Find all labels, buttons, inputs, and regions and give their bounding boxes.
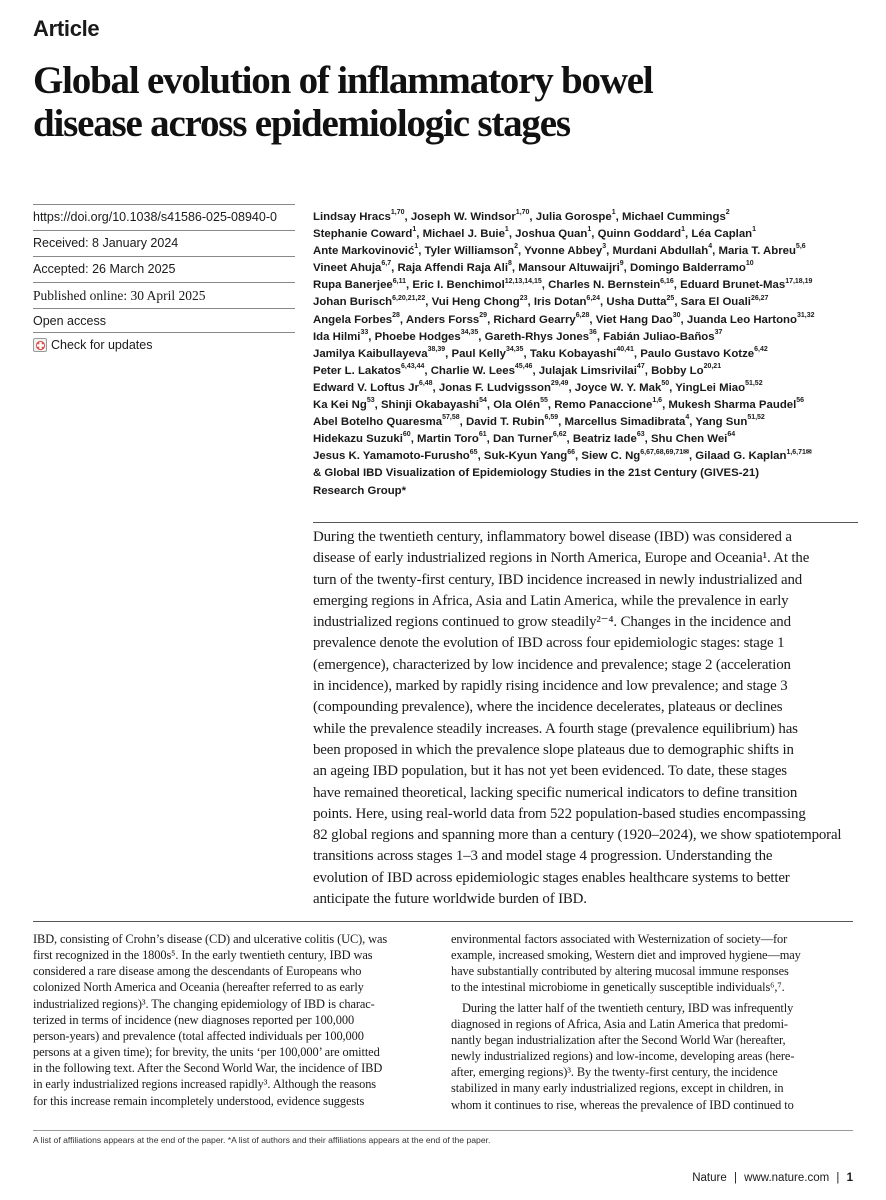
text-line: been proposed in which the prevalence slope plateaus due to demographic shifts in (313, 741, 794, 758)
author-affiliation-numbers: 57,58 (442, 414, 460, 422)
author-name[interactable]: Fabián Juliao-Baños (603, 330, 715, 343)
author-name[interactable]: Siew C. Ng (581, 450, 641, 463)
author-line: Lindsay Hracs$^{1,70}$, Joseph W. Windsor$^{1,70}$, Julia Gorospe$^1$, Michael Cummings$^2$ (313, 209, 730, 223)
author-name[interactable]: Marcellus Simadibrata (564, 416, 686, 429)
author-line: Abel Botelho Quaresma$^{57,58}$, David T. Rubin$^{6,59}$, Marcellus Simadibrata$^4$, Yang Sun$^{51,52}$ (313, 414, 765, 429)
author-line: Vineet Ahuja$^{6,7}$, Raja Affendi Raja Ali$^8$, Mansour Altuwaijri$^9$, Domingo Balderramo$^{10}$ (313, 260, 754, 275)
author-name[interactable]: Edward V. Loftus Jr (313, 381, 419, 394)
footer-separator: | (836, 1172, 840, 1184)
author-affiliation-numbers: 10 (745, 260, 754, 268)
author-name[interactable]: Ante Markovinović (313, 245, 415, 258)
text-line: transitions across stages 1–3 and model stage 4 progression. Understanding the (313, 848, 773, 865)
author-name[interactable]: Gilaad G. Kaplan (695, 450, 787, 463)
affiliations-footnote: A list of affiliations appears at the end of the paper. *A list of authors and their affiliations appears at the end of the paper. (33, 1135, 491, 1145)
author-affiliation-numbers: 53 (366, 397, 375, 405)
text-line: have remained theoretical, lacking specific numerical indicators to define transition (313, 784, 798, 801)
accepted-date: Accepted: 26 March 2025 (33, 256, 295, 276)
text-line: (emergence), characterized by low incidence and prevalence; stage 2 (acceleration (313, 656, 791, 673)
author-name[interactable]: Abel Botelho Quaresma (313, 416, 443, 429)
author-name[interactable]: Ka Kei Ng (313, 399, 367, 412)
author-line: Rupa Banerjee$^{6,11}$, Eric I. Benchimol$^{12,13,14,15}$, Charles N. Bernstein$^{6,16}$, Eduard Brunet-Mas$^{17,18,19}$ (313, 277, 813, 292)
author-name[interactable]: Joshua Quan (515, 228, 588, 241)
text-line: an ageing IBD population, but it has not yet been evidenced. To date, these stages (313, 763, 787, 780)
author-affiliation-numbers: 50 (661, 380, 670, 388)
author-affiliation-numbers: 6,11 (392, 277, 407, 285)
text-line: emerging regions in Africa, Asia and Latin America, while the prevalence in early (313, 592, 789, 609)
author-name[interactable]: Julajak Limsrivilai (538, 364, 637, 377)
author-affiliation-numbers: 25 (666, 294, 675, 302)
text-line: 82 global regions and spanning more than a century (1920–2024), we show spatiotemporal (313, 827, 842, 844)
journal-url-link[interactable]: www.nature.com (744, 1172, 830, 1184)
author-affiliation-numbers: 47 (636, 363, 645, 371)
author-name[interactable]: Gareth-Rhys Jones (484, 330, 590, 343)
text-line: colonized North America and Oceania (hereafter referred to as early (33, 980, 364, 995)
text-line: disease of early industrialized regions in North America, Europe and Oceania¹. At the (313, 550, 810, 567)
author-affiliation-numbers: 23 (519, 294, 528, 302)
author-affiliation-numbers: 6,62 (552, 431, 567, 439)
text-line: evolution of IBD across epidemiologic stages enables healthcare systems to better (313, 869, 790, 886)
author-affiliation-numbers: 6,48 (418, 380, 433, 388)
article-meta-sidebar (33, 204, 295, 354)
author-line: Johan Burisch$^{6,20,21,22}$, Vui Heng Chong$^{23}$, Iris Dotan$^{6,24}$, Usha Dutta$^{25}$, Sara El Ouali$^{26,27}$ (313, 294, 769, 309)
author-affiliation-numbers: 20,21 (703, 363, 722, 371)
crossmark-icon (33, 338, 47, 352)
author-name[interactable]: Mansour Altuwaijri (518, 262, 620, 275)
author-name[interactable]: Michael Cummings (621, 211, 726, 223)
author-affiliation-numbers: 56 (796, 397, 805, 405)
author-name[interactable]: Paulo Gustavo Kotze (640, 347, 755, 360)
author-line: Stephanie Coward$^1$, Michael J. Buie$^1$, Joshua Quan$^1$, Quinn Goddard$^1$, Léa Caplan$^1$ (313, 226, 757, 241)
author-affiliation-numbers: 40,41 (616, 345, 634, 353)
author-affiliation-numbers: 38,39 (427, 345, 446, 353)
author-affiliation-numbers: 1,70 (390, 209, 405, 217)
author-name[interactable]: Johan Burisch (313, 296, 393, 309)
author-name[interactable]: Eduard Brunet-Mas (680, 279, 786, 292)
author-affiliation-numbers: 34,35 (505, 345, 524, 353)
author-affiliation-numbers: 2 (725, 209, 730, 217)
author-affiliation-numbers: 64 (727, 431, 736, 439)
author-affiliation-numbers: 6,16 (660, 277, 674, 285)
author-affiliation-numbers: 12,13,14,15 (504, 277, 542, 285)
author-affiliation-numbers: 66 (567, 448, 576, 456)
text-line: During the latter half of the twentieth century, IBD was infrequently (462, 1000, 794, 1015)
text-line: for this increase remain incompletely understood, evidence suggests (33, 1093, 365, 1108)
author-name[interactable]: Shinji Okabayashi (380, 399, 480, 412)
text-line: persons at a given time); for brevity, the units ‘per 100,000’ are omitted (33, 1045, 380, 1060)
text-line: in incidence), marked by rapidly rising incidence and low prevalence; and stage 3 (313, 678, 788, 695)
article-title-line-1: Global evolution of inflammatory bowel (33, 59, 653, 102)
author-affiliation-numbers: 1 (752, 226, 757, 234)
author-line: Ka Kei Ng$^{53}$, Shinji Okabayashi$^{54}$, Ola Olén$^{55}$, Remo Panaccione$^{1,6}$, Mukesh Sharma Paudel$^{56}$ (313, 397, 805, 412)
text-line: first recognized in the 1800s⁵. In the early twentieth century, IBD was (33, 948, 373, 963)
published-date: Published online: 30 April 2025 (33, 282, 295, 304)
author-affiliation-numbers: 28 (392, 311, 400, 319)
text-line: have substantially contributed by altering mucosal immune responses (451, 964, 789, 979)
author-name[interactable]: Vineet Ahuja (313, 262, 382, 275)
author-affiliation-numbers: 29 (479, 311, 488, 319)
author-affiliation-numbers: 1 (587, 226, 592, 234)
author-name[interactable]: Ola Olén (493, 399, 541, 412)
author-affiliation-numbers: 1 (414, 243, 419, 251)
text-line: turn of the twenty-first century, IBD incidence increased in newly industrialized and (313, 571, 803, 588)
author-name[interactable]: Lindsay Hracs (313, 211, 391, 223)
text-line: to the intestinal microbiome in genetically susceptible individuals⁶,⁷. (451, 980, 785, 995)
doi-link[interactable]: https://doi.org/10.1038/s41586-025-08940-0 (33, 204, 295, 224)
author-line: Jesus K. Yamamoto-Furusho$^{65}$, Suk-Kyun Yang$^{66}$, Siew C. $Ng^{6,67,68,69,71✉}$, Gilaad G. Kaplan$^{1,6,71✉}$ (313, 448, 812, 463)
body-text-right-column (451, 931, 853, 1113)
author-line: Peter L. Lakatos$^{6,43,44}$, Charlie W. Lees$^{45,46}$, Julajak Limsrivilai$^{47}$, Bobby Lo$^{20,21}$ (313, 363, 722, 377)
author-name[interactable]: David T. Rubin (466, 416, 545, 429)
text-line: During the twentieth century, inflammatory bowel disease (IBD) was considered a (313, 529, 792, 545)
open-access-label: Open access (33, 308, 295, 328)
author-name[interactable]: Phoebe Hodges (374, 330, 461, 343)
author-name[interactable]: Julia Gorospe (535, 211, 612, 223)
author-name[interactable]: Beatriz Iade (572, 433, 637, 446)
author-name[interactable]: Remo Panaccione (554, 399, 653, 412)
text-line: prevalence denote the evolution of IBD across four epidemiologic stages: stage 1 (313, 635, 785, 652)
text-line: industrialized regions)³. The changing epidemiology of IBD is charac- (33, 996, 375, 1011)
author-affiliation-numbers: 3 (602, 243, 607, 251)
author-name[interactable]: Anders Forss (405, 313, 480, 326)
author-affiliation-numbers: 60 (402, 431, 411, 439)
text-line: terized in terms of incidence (new diagnoses reported per 100,000 (33, 1012, 355, 1027)
author-affiliation-numbers: 17,18,19 (785, 277, 813, 285)
author-name[interactable]: Jonas F. Ludvigsson (438, 381, 551, 394)
author-affiliation-numbers: 6,28 (575, 311, 590, 319)
author-affiliation-numbers: 65 (469, 448, 478, 456)
author-affiliation-numbers: 1 (681, 226, 686, 234)
author-name[interactable]: Charles N. Bernstein (548, 279, 661, 292)
text-line: whom it continues to rise, whereas the prevalence of IBD continued to (451, 1097, 794, 1112)
author-affiliation-numbers: 2 (514, 243, 519, 251)
author-affiliation-numbers: 37 (714, 328, 723, 336)
author-affiliation-numbers: 54 (479, 397, 487, 405)
author-affiliation-numbers: 4 (708, 243, 713, 251)
author-affiliation-numbers: 6,20,21,22 (392, 294, 426, 302)
text-line: industrialized regions continued to grow steadily²⁻⁴. Changes in the incidence and (313, 614, 791, 631)
article-title-line-2: disease across epidemiologic stages (33, 102, 570, 145)
text-line: stabilized in many early industrialized regions, except in children, in (451, 1081, 784, 1096)
author-name[interactable]: Martin Toro (417, 433, 479, 446)
author-name[interactable]: Maria T. Abreu (718, 245, 796, 258)
page-footer (692, 1172, 853, 1184)
author-name[interactable]: Joyce W. Y. Mak (574, 381, 662, 394)
author-affiliation-numbers: 36 (589, 328, 597, 336)
author-line: Angela Forbes$^{28}$, Anders Forss$^{29}$, Richard Gearry$^{6,28}$, Viet Hang Dao$^{30}$, Juanda Leo Hartono$^{31,32}$ (313, 311, 815, 326)
author-name[interactable]: Bobby Lo (651, 364, 704, 377)
author-affiliation-numbers: 6,42 (754, 345, 768, 353)
author-name[interactable]: Vui Heng Chong (431, 296, 520, 309)
author-name[interactable]: Sara El Ouali (680, 296, 751, 309)
author-affiliation-numbers: 51,52 (745, 380, 763, 388)
author-affiliation-numbers: 1 (412, 226, 417, 234)
author-affiliation-numbers: 6,67,68,69,71✉ (640, 448, 689, 456)
check-updates-button[interactable] (33, 332, 295, 352)
author-name[interactable]: Yang Sun (695, 416, 748, 429)
text-line: environmental factors associated with Westernization of society—for (451, 932, 788, 946)
author-line: Jamilya Kaibullayeva$^{38,39}$, Paul Kelly$^{34,35}$, Taku Kobayashi$^{40,41}$, Paulo Gustavo Kotze$^{6,42}$ (313, 345, 768, 360)
author-affiliation-numbers: 8 (508, 260, 512, 268)
author-name[interactable]: Mukesh Sharma Paudel (668, 399, 797, 412)
text-line: example, increased smoking, Western diet and improved hygiene—may (451, 948, 801, 963)
text-line: person-years) and prevalence (total affected individuals per 100,000 (33, 1028, 364, 1043)
author-name[interactable]: Hidekazu Suzuki (313, 433, 403, 446)
page-number: 1 (846, 1172, 853, 1184)
author-affiliation-numbers: 4 (685, 414, 690, 422)
author-line (313, 483, 853, 500)
author-name[interactable]: & Global IBD Visualization of Epidemiology Studies in the 21st Century (GIVES-21) (313, 467, 759, 480)
author-affiliation-numbers: 6,59 (544, 414, 559, 422)
text-line: nantly began industrialization after the Second World War (hereafter, (451, 1032, 786, 1047)
author-name[interactable]: Charlie W. Lees (430, 364, 515, 377)
author-name[interactable]: Paul Kelly (451, 347, 506, 360)
author-line: Edward V. Loftus Jr$^{6,48}$, Jonas F. Ludvigsson$^{29,49}$, Joyce W. Y. Mak$^{50}$, YingLei Miao$^{51,52}$ (313, 380, 763, 394)
author-affiliation-numbers: 6,7 (381, 260, 392, 268)
text-line: IBD, consisting of Crohn’s disease (CD) and ulcerative colitis (UC), was (33, 932, 388, 946)
text-line: (compounding prevalence), where the incidence decelerates, plateaus or declines (313, 699, 783, 716)
abstract (313, 522, 858, 910)
author-affiliation-numbers: 9 (619, 260, 624, 268)
author-name[interactable]: Léa Caplan (691, 228, 753, 241)
author-name[interactable]: Murdani Abdullah (612, 245, 709, 258)
author-affiliation-numbers: 1 (504, 226, 509, 234)
author-line: Ante Markovinović$^1$, Tyler Williamson$^2$, Yvonne Abbey$^3$, Murdani Abdullah$^4$, Maria T. Abreu$^{5,6}$ (313, 243, 806, 258)
author-name[interactable]: Juanda Leo Hartono (686, 313, 797, 326)
author-name[interactable]: YingLei Miao (675, 381, 746, 394)
text-line: anticipate the future worldwide burden of IBD. (313, 891, 587, 908)
received-date: Received: 8 January 2024 (33, 230, 295, 250)
footnote-rule (33, 1130, 853, 1131)
author-name[interactable]: Quinn Goddard (597, 228, 682, 241)
author-name[interactable]: Yvonne Abbey (524, 245, 603, 258)
author-affiliation-numbers: 1,6,71✉ (786, 448, 812, 456)
author-name[interactable]: Jesus K. Yamamoto-Furusho (313, 450, 470, 463)
author-name[interactable]: Tyler Williamson (424, 245, 515, 258)
author-name[interactable]: Peter L. Lakatos (313, 364, 401, 377)
check-updates-label: Check for updates (51, 338, 153, 352)
author-affiliation-numbers: 1,6 (652, 397, 663, 405)
author-name[interactable]: Suk-Kyun Yang (483, 450, 568, 463)
author-name[interactable]: Raja Affendi Raja Ali (397, 262, 509, 275)
author-name[interactable]: Dan Turner (492, 433, 553, 446)
author-line (313, 465, 853, 482)
author-affiliation-numbers: 6,43,44 (401, 363, 425, 371)
author-name[interactable]: Michael J. Buie (422, 228, 505, 241)
author-affiliation-numbers: 63 (636, 431, 645, 439)
author-affiliation-numbers: 61 (478, 431, 487, 439)
author-name[interactable]: Stephanie Coward (313, 228, 413, 241)
author-affiliation-numbers: 1,70 (515, 209, 530, 217)
author-affiliation-numbers: 34,35 (460, 328, 479, 336)
text-line: diagnosed in regions of Africa, Asia and Latin America that predomi- (451, 1016, 788, 1031)
author-name[interactable]: Angela Forbes (313, 313, 393, 326)
author-name[interactable]: Joseph W. Windsor (410, 211, 516, 223)
text-line: while the prevalence steadily increases. A fourth stage (prevalence equilibrium) has (313, 720, 798, 737)
author-affiliation-numbers: 6,24 (586, 294, 601, 302)
text-line: points. Here, using real-world data from 522 population-based studies encompassing (313, 805, 806, 822)
author-name[interactable]: Taku Kobayashi (529, 347, 617, 360)
author-affiliation-numbers: 29,49 (550, 380, 569, 388)
author-affiliation-numbers: 1 (611, 209, 616, 217)
author-list (313, 209, 853, 500)
journal-name: Nature (692, 1172, 727, 1184)
author-affiliation-numbers: 55 (540, 397, 548, 405)
author-affiliation-numbers: 30 (672, 311, 681, 319)
footer-separator: | (733, 1172, 737, 1184)
author-name[interactable]: Rupa Banerjee (313, 279, 393, 292)
article-type-label: Article (33, 16, 100, 41)
author-name[interactable]: Viet Hang Dao (595, 313, 673, 326)
author-line: Ida Hilmi$^{33}$, Phoebe Hodges$^{34,35}$, Gareth-Rhys Jones$^{36}$, Fabián Juliao-Baños$^{37}$ (313, 328, 723, 343)
text-line: in early industrialized regions increased rapidly³. Although the reasons (33, 1077, 377, 1092)
author-affiliation-numbers: 31,32 (796, 311, 815, 319)
section-divider (33, 921, 853, 922)
author-name[interactable]: Domingo Balderramo (630, 262, 746, 275)
text-line: in the following text. After the Second World War, the incidence of IBD (33, 1061, 383, 1076)
author-name[interactable]: Eric I. Benchimol (412, 279, 505, 292)
author-affiliation-numbers: 51,52 (747, 414, 765, 422)
text-line: after, emerging regions)³. By the twenty-first century, the incidence (451, 1065, 778, 1080)
body-text-left-column (33, 931, 433, 1109)
author-name[interactable]: Jamilya Kaibullayeva (313, 347, 428, 360)
author-name[interactable]: Iris Dotan (533, 296, 587, 309)
author-affiliation-numbers: 33 (360, 328, 369, 336)
author-name[interactable]: Shu Chen Wei (650, 433, 728, 446)
author-name[interactable]: Research Group* (313, 484, 407, 497)
author-name[interactable]: Richard Gearry (493, 313, 576, 326)
author-affiliation-numbers: 45,46 (514, 363, 533, 371)
author-line: Hidekazu Suzuki$^{60}$, Martin Toro$^{61}$, Dan Turner$^{6,62}$, Beatriz Iade$^{63}$, Shu Chen Wei$^{64}$ (313, 431, 736, 446)
author-name[interactable]: Usha Dutta (606, 296, 667, 309)
author-name[interactable]: Ida Hilmi (313, 330, 361, 343)
author-affiliation-numbers: 5,6 (795, 243, 806, 251)
text-line: considered a rare disease among the descendants of Europeans who (33, 964, 362, 979)
author-affiliation-numbers: 26,27 (750, 294, 769, 302)
text-line: newly industrialized regions) and low-income, developing areas (here- (451, 1049, 795, 1064)
